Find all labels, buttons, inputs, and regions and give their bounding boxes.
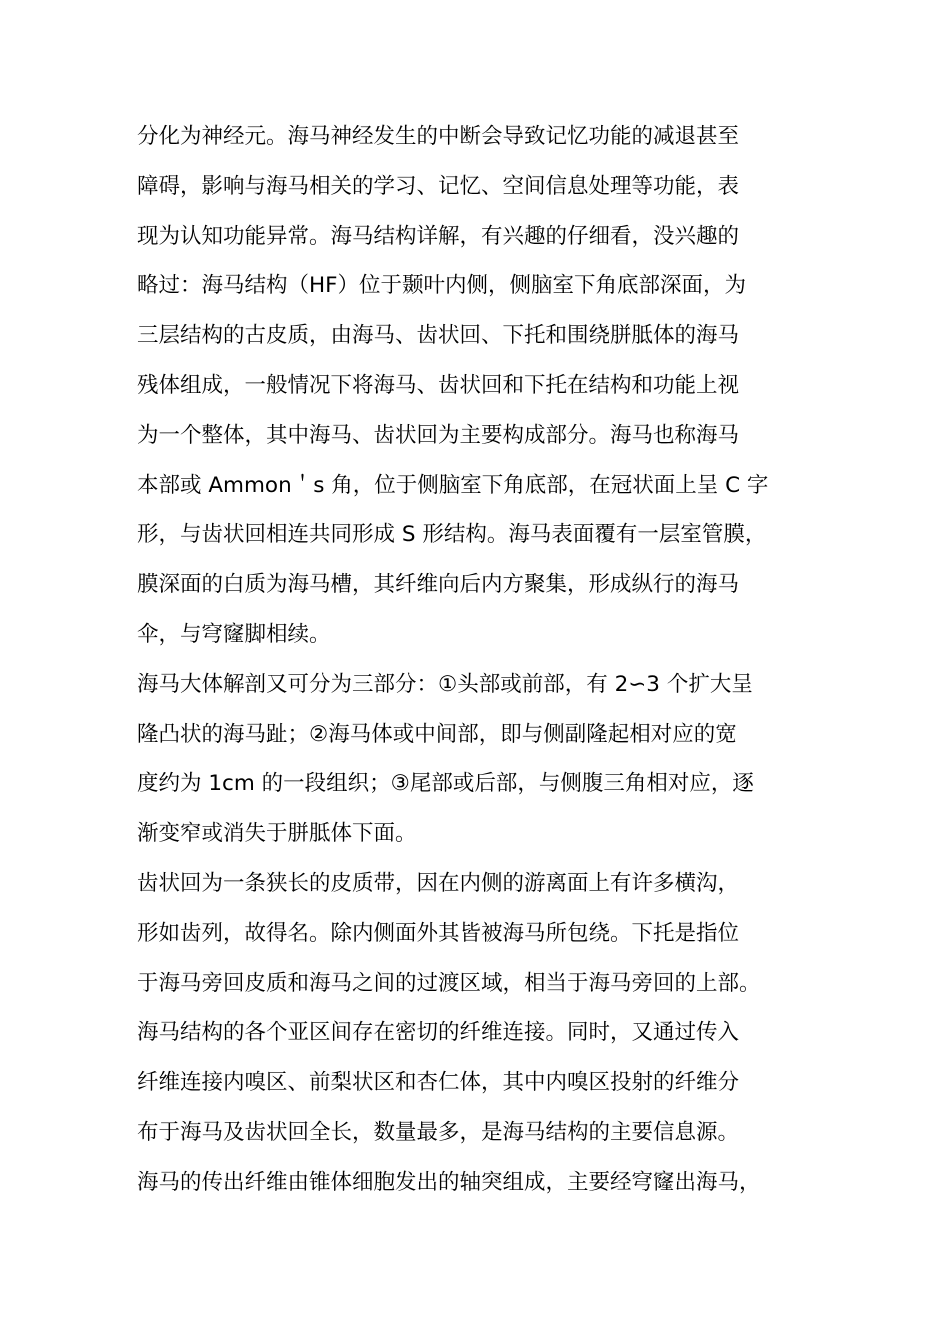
body-text bbox=[137, 112, 809, 1208]
text-line: 分化为神经元。海马神经发生的中断会导致记忆功能的减退甚至 bbox=[137, 124, 740, 149]
text-line: 海马的传出纤维由锥体细胞发出的轴突组成，主要经穹窿出海马， bbox=[137, 1169, 761, 1195]
text-line: 布于海马及齿状回全长，数量最多，是海马结构的主要信息源。 bbox=[137, 1119, 740, 1145]
text-line: 现为认知功能异常。海马结构详解，有兴趣的仔细看，没兴趣的 bbox=[137, 223, 740, 249]
text-line: 隆凸状的海马趾；②海马体或中间部，即与侧副隆起相对应的宽 bbox=[137, 721, 737, 747]
text-line: 障碍，影响与海马相关的学习、记忆、空间信息处理等功能，表 bbox=[137, 173, 740, 199]
text-line: 形，与齿状回相连共同形成 S 形结构。海马表面覆有一层室管膜， bbox=[137, 522, 767, 548]
text-line: 伞，与穹窿脚相续。 bbox=[137, 621, 331, 647]
text-line: 齿状回为一条狭长的皮质带，因在内侧的游离面上有许多横沟， bbox=[137, 870, 740, 896]
text-line: 膜深面的白质为海马槽，其纤维向后内方聚集，形成纵行的海马 bbox=[137, 572, 740, 598]
text-line: 残体组成，一般情况下将海马、齿状回和下托在结构和功能上视 bbox=[137, 372, 740, 398]
text-line: 略过：海马结构（HF）位于颞叶内侧，侧脑室下角底部深面，为 bbox=[137, 273, 747, 299]
text-line: 海马结构的各个亚区间存在密切的纤维连接。同时，又通过传入 bbox=[137, 1020, 740, 1046]
text-line: 于海马旁回皮质和海马之间的过渡区域，相当于海马旁回的上部。 bbox=[137, 970, 761, 996]
text-line: 海马大体解剖又可分为三部分：①头部或前部，有 2∽3 个扩大呈 bbox=[137, 671, 753, 697]
text-line: 形如齿列，故得名。除内侧面外其皆被海马所包绕。下托是指位 bbox=[137, 920, 740, 946]
text-line: 纤维连接内嗅区、前梨状区和杏仁体，其中内嗅区投射的纤维分 bbox=[137, 1070, 740, 1096]
text-line: 渐变窄或消失于胼胝体下面。 bbox=[137, 821, 417, 847]
text-line: 本部或 Ammon＇s 角，位于侧脑室下角底部，在冠状面上呈 C 字 bbox=[137, 472, 769, 498]
text-line: 为一个整体，其中海马、齿状回为主要构成部分。海马也称海马 bbox=[137, 422, 740, 448]
text-line: 度约为 1cm 的一段组织；③尾部或后部，与侧腹三角相对应，逐 bbox=[137, 771, 754, 797]
text-line: 三层结构的古皮质，由海马、齿状回、下托和围绕胼胝体的海马 bbox=[137, 323, 740, 349]
